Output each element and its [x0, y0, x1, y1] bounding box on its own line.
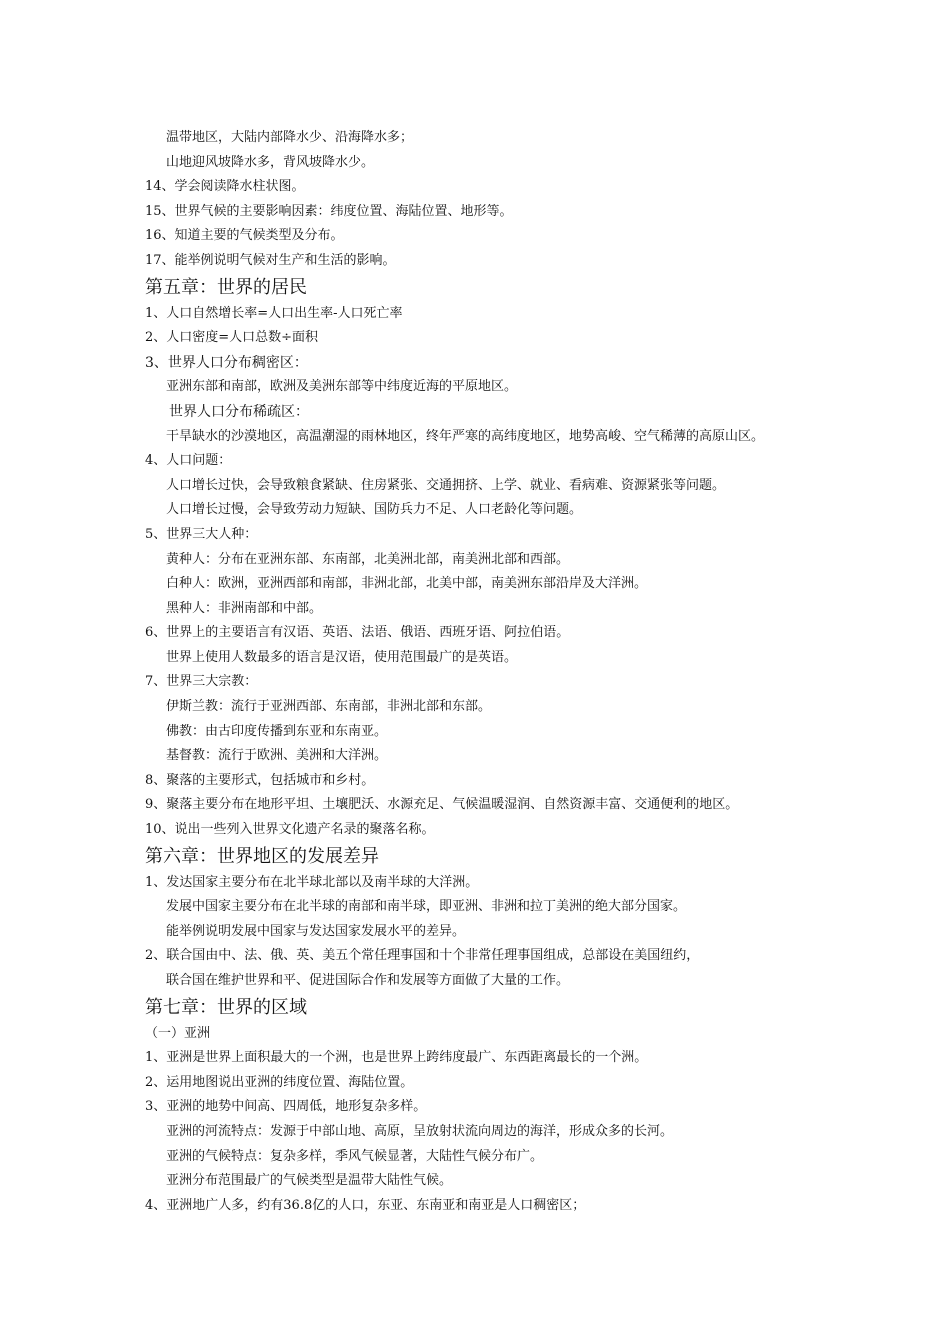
page-content [145, 126, 925, 1218]
text-line: 2、联合国由中、法、俄、英、美五个常任理事国和十个非常任理事国组成，总部设在美国纽约， [145, 948, 700, 964]
text-line: 人口增长过快，会导致粮食紧缺、住房紧张、交通拥挤、上学、就业、看病难、资源紧张等问题。 [166, 477, 726, 493]
text-line: 干旱缺水的沙漠地区，高温潮湿的雨林地区，终年严寒的高纬度地区，地势高峻、空气稀薄的高原山区。 [166, 428, 765, 444]
text-line: 发展中国家主要分布在北半球的南部和南半球，即亚洲、非洲和拉丁美洲的绝大部分国家。 [166, 899, 687, 915]
text-line: 世界人口分布稀疏区： [169, 403, 309, 420]
text-line: 亚洲东部和南部，欧洲及美洲东部等中纬度近海的平原地区。 [166, 379, 518, 395]
text-line: （一）亚洲 [145, 1025, 211, 1041]
text-line: 世界上使用人数最多的语言是汉语，使用范围最广的是英语。 [166, 649, 518, 665]
text-line: 联合国在维护世界和平、促进国际合作和发展等方面做了大量的工作。 [166, 973, 570, 988]
text-line: 17、能举例说明气候对生产和生活的影响。 [145, 252, 396, 268]
text-line: 8、聚落的主要形式，包括城市和乡村。 [145, 772, 375, 788]
text-line: 能举例说明发展中国家与发达国家发展水平的差异。 [166, 923, 466, 939]
text-line: 4、人口问题： [145, 453, 232, 469]
text-line: 14、学会阅读降水柱状图。 [145, 179, 305, 195]
text-line: 4、亚洲地广人多，约有36.8亿的人口，东亚、东南亚和南亚是人口稠密区； [145, 1197, 586, 1213]
text-line: 基督教：流行于欧洲、美洲和大洋洲。 [166, 748, 388, 764]
chapter-heading: 第五章：世界的居民 [145, 276, 307, 298]
text-line: 山地迎风坡降水多，背风坡降水少。 [166, 154, 375, 170]
text-line: 人口增长过慢，会导致劳动力短缺、国防兵力不足、人口老龄化等问题。 [166, 502, 583, 518]
text-line: 亚洲的气候特点：复杂多样，季风气候显著，大陆性气候分布广。 [166, 1148, 544, 1164]
text-line: 6、世界上的主要语言有汉语、英语、法语、俄语、西班牙语、阿拉伯语。 [145, 625, 570, 641]
text-line: 3、亚洲的地势中间高、四周低，地形复杂多样。 [145, 1099, 427, 1115]
text-line: 黑种人：非洲南部和中部。 [166, 600, 323, 616]
text-line: 2、运用地图说出亚洲的纬度位置、海陆位置。 [145, 1074, 414, 1090]
text-line: 7、世界三大宗教： [145, 674, 258, 690]
text-line: 9、聚落主要分布在地形平坦、土壤肥沃、水源充足、气候温暖湿润、自然资源丰富、交通便利的地区。 [145, 797, 739, 813]
text-line: 白种人：欧洲，亚洲西部和南部，非洲北部，北美中部，南美洲东部沿岸及大洋洲。 [166, 576, 648, 592]
text-line: 2、人口密度=人口总数÷面积 [145, 330, 319, 346]
chapter-heading: 第六章：世界地区的发展差异 [145, 845, 379, 867]
text-line: 15、世界气候的主要影响因素：纬度位置、海陆位置、地形等。 [145, 203, 513, 219]
text-line: 温带地区，大陆内部降水少、沿海降水多； [166, 130, 414, 145]
text-line: 5、世界三大人种： [145, 526, 258, 542]
text-line: 亚洲的河流特点：发源于中部山地、高原，呈放射状流向周边的海洋，形成众多的长河。 [166, 1123, 674, 1139]
text-line: 佛教：由古印度传播到东亚和东南亚。 [166, 723, 388, 739]
chapter-heading: 第七章：世界的区域 [145, 996, 307, 1018]
text-line: 亚洲分布范围最广的气候类型是温带大陆性气候。 [166, 1173, 453, 1189]
text-line: 10、说出一些列入世界文化遗产名录的聚落名称。 [145, 822, 435, 838]
text-line: 3、世界人口分布稠密区： [145, 354, 308, 371]
text-line: 1、亚洲是世界上面积最大的一个洲，也是世界上跨纬度最广、东西距离最长的一个洲。 [145, 1050, 648, 1066]
text-line: 1、人口自然增长率=人口出生率-人口死亡率 [145, 305, 403, 321]
text-line: 1、发达国家主要分布在北半球北部以及南半球的大洋洲。 [145, 874, 479, 890]
text-line: 黄种人：分布在亚洲东部、东南部，北美洲北部，南美洲北部和西部。 [166, 551, 570, 567]
text-line: 伊斯兰教：流行于亚洲西部、东南部，非洲北部和东部。 [166, 699, 492, 715]
text-line: 16、知道主要的气候类型及分布。 [145, 228, 344, 244]
